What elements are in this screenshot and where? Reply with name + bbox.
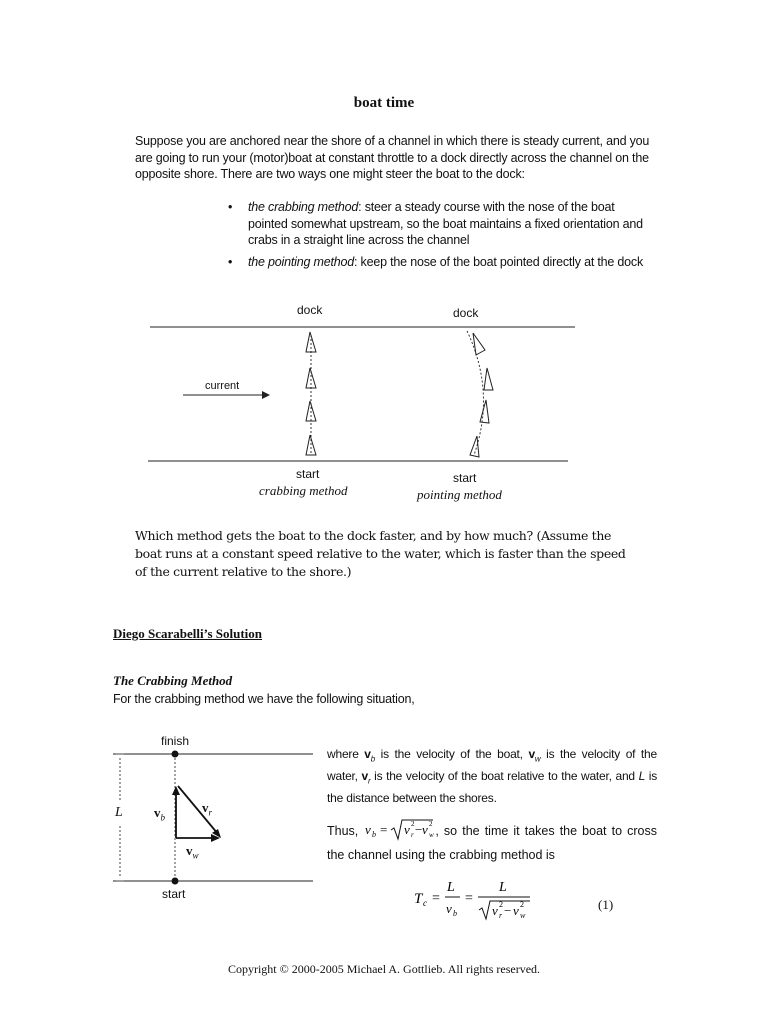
svg-text:v: v — [365, 822, 372, 837]
crabbing-method-label: crabbing method — [259, 483, 348, 498]
svg-text:T: T — [414, 891, 423, 907]
svg-text:v: v — [404, 822, 411, 837]
svg-text:=: = — [465, 891, 473, 906]
svg-text:b: b — [372, 830, 377, 839]
pointing-method-label: pointing method — [417, 487, 502, 502]
svg-text:=: = — [432, 891, 440, 906]
svg-text:w: w — [429, 831, 435, 839]
copyright-footer: Copyright © 2000-2005 Michael A. Gottlieb. All rights reserved. — [227, 962, 541, 976]
svg-text:L: L — [447, 880, 455, 895]
finish-point — [172, 751, 179, 758]
start-point — [172, 878, 179, 885]
svg-text:v: v — [492, 903, 498, 918]
dock-label-right: dock — [453, 306, 479, 320]
speed-relation: Thus, v b = v 2 r − v 2 w , so the time it takes the boat to cross the channel using the crabbing method is — [327, 817, 657, 867]
vb-label: $v_b$ — [154, 805, 165, 823]
svg-text:−: − — [415, 822, 423, 837]
crabbing-heading: The Crabbing Method — [113, 673, 233, 688]
svg-text:L: L — [499, 880, 507, 895]
pointing-boats — [470, 333, 493, 457]
crabbing-description: : steer a steady course with the nose of the boat pointed somewhat upstream, so the boat maintains a fixed orientation and crabs in a straight line across the channel — [248, 200, 643, 247]
variable-definitions: where $v_b$ is the velocity of the boat, $v_w$ is the velocity of the water, $v_r$ is the velocity of the boat relative to the water, and L is the distance between the shores. — [327, 747, 658, 805]
equation-number: (1) — [598, 897, 614, 912]
svg-text:v: v — [446, 901, 452, 916]
intro-paragraph: Suppose you are anchored near the shore of a channel in which there is steady current, and you are going to run your (motor)boat at constant throttle to a dock directly across the channel on the opposite shore. There are two ways one might steer the boat to the dock: — [135, 134, 650, 181]
vb-formula — [363, 817, 435, 843]
svg-text:r: r — [499, 911, 503, 920]
pointing-description: : keep the nose of the boat pointed directly at the dock — [354, 254, 644, 269]
finish-label: finish — [161, 734, 190, 748]
svg-text:=: = — [380, 822, 388, 837]
svg-text:2: 2 — [429, 820, 433, 828]
svg-text:b: b — [453, 909, 457, 918]
page-title: boat time — [353, 95, 415, 111]
bullet-marker: • — [228, 254, 233, 269]
svg-text:2: 2 — [499, 900, 503, 909]
solution-heading: Diego Scarabelli’s Solution — [113, 626, 263, 641]
start-label-left: start — [296, 467, 320, 481]
boat-icon — [473, 333, 485, 355]
svg-text:2: 2 — [520, 900, 524, 909]
svg-text:w: w — [520, 911, 526, 920]
boat-icon — [480, 400, 489, 423]
pointing-term: the pointing method — [248, 254, 355, 269]
boat-icon — [470, 436, 479, 457]
boat-icon — [484, 368, 493, 390]
bullet-marker: • — [228, 200, 233, 214]
crabbing-term: the crabbing method — [248, 200, 359, 214]
dock-label-left: dock — [297, 303, 323, 317]
svg-text:2: 2 — [411, 820, 415, 828]
svg-text:v: v — [513, 903, 519, 918]
start-label: start — [162, 887, 186, 901]
vr-label: $v_r$ — [202, 800, 213, 818]
velocity-diagram — [0, 0, 330, 920]
vw-label: $v_w$ — [186, 843, 199, 861]
crabbing-intro: For the crabbing method we have the following situation, — [113, 692, 415, 706]
current-label: current — [205, 380, 240, 392]
question-paragraph: Which method gets the boat to the dock faster, and by how much? (Assume the boat runs at a constant speed relative to the water, which is faster than the speed of the current relative to the shore.) — [135, 528, 626, 579]
distance-label: L — [115, 805, 123, 820]
svg-text:c: c — [423, 898, 427, 908]
svg-text:−: − — [504, 903, 512, 918]
svg-text:v: v — [422, 822, 429, 837]
start-label-right: start — [453, 471, 477, 485]
svg-text:r: r — [411, 831, 415, 839]
equation-1 — [412, 872, 542, 924]
